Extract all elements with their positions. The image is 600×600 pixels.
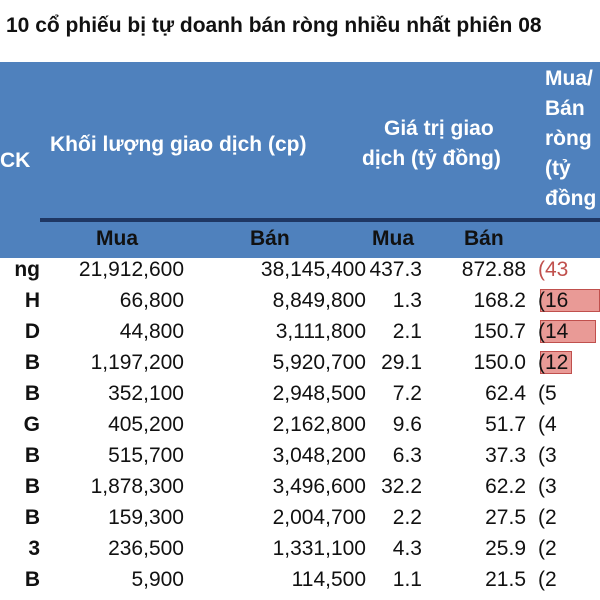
- cell-sell-volume: 3,111,800: [275, 320, 366, 343]
- header-ban-value: Bán: [464, 227, 504, 250]
- cell-buy-value: 9.6: [392, 413, 422, 436]
- cell-buy-volume: 515,700: [108, 444, 184, 467]
- cell-buy-value: 1.1: [392, 568, 422, 591]
- header-mua-ban-rong-5: đồng: [545, 187, 597, 210]
- cell-net-value: (12: [538, 351, 569, 374]
- cell-ma-ck: B: [24, 351, 40, 374]
- cell-sell-value: 21.5: [485, 568, 526, 591]
- cell-net-value: (3: [538, 475, 557, 498]
- cell-ma-ck: ng: [14, 258, 40, 281]
- table-row: [0, 564, 600, 595]
- cell-sell-value: 168.2: [473, 289, 526, 312]
- cell-ma-ck: B: [24, 568, 40, 591]
- cell-buy-value: 29.1: [381, 351, 422, 374]
- cell-ma-ck: 3: [28, 537, 40, 560]
- cell-buy-volume: 44,800: [119, 320, 184, 343]
- header-khoi-luong: Khối lượng giao dịch (cp): [50, 133, 307, 156]
- cell-sell-volume: 8,849,800: [272, 289, 366, 312]
- cell-buy-volume: 1,878,300: [90, 475, 184, 498]
- cell-buy-value: 437.3: [369, 258, 422, 281]
- cell-net-value: (14: [538, 320, 569, 343]
- cell-net-value: (2: [538, 506, 557, 529]
- cell-buy-volume: 352,100: [108, 382, 184, 405]
- cell-sell-value: 25.9: [485, 537, 526, 560]
- cell-sell-volume: 2,004,700: [272, 506, 366, 529]
- cell-buy-volume: 66,800: [119, 289, 184, 312]
- cell-buy-value: 4.3: [392, 537, 422, 560]
- header-mua-ban-rong-2: Bán: [545, 97, 585, 120]
- cell-buy-volume: 405,200: [108, 413, 184, 436]
- cell-ma-ck: B: [24, 382, 40, 405]
- page-title: 10 cổ phiếu bị tự doanh bán ròng nhiều nhất phiên 08: [6, 14, 542, 37]
- cell-net-value: (2: [538, 537, 557, 560]
- cell-buy-volume: 236,500: [108, 537, 184, 560]
- table-header: [0, 62, 600, 258]
- cell-net-value: (5: [538, 382, 557, 405]
- table-row: [0, 502, 600, 533]
- cell-net-value: (4: [538, 413, 557, 436]
- cell-buy-value: 2.1: [392, 320, 422, 343]
- cell-buy-volume: 5,900: [131, 568, 184, 591]
- cell-sell-volume: 114,500: [291, 568, 366, 591]
- header-ma-ck: CK: [0, 149, 31, 172]
- cell-buy-volume: 21,912,600: [78, 258, 184, 281]
- header-mua-ban-rong-3: ròng: [545, 127, 592, 150]
- cell-ma-ck: G: [23, 413, 40, 436]
- cell-buy-value: 6.3: [392, 444, 422, 467]
- cell-sell-value: 37.3: [485, 444, 526, 467]
- cell-sell-volume: 2,162,800: [272, 413, 366, 436]
- cell-sell-value: 62.2: [485, 475, 526, 498]
- header-divider: [40, 218, 600, 222]
- cell-ma-ck: B: [24, 475, 40, 498]
- cell-ma-ck: B: [24, 444, 40, 467]
- cell-net-value: (2: [538, 568, 557, 591]
- table-row: [0, 471, 600, 502]
- header-mua-volume: Mua: [96, 227, 138, 250]
- table-row: [0, 409, 600, 440]
- cell-sell-value: 150.0: [473, 351, 526, 374]
- header-gia-tri-line1: Giá trị giao: [384, 117, 494, 140]
- cell-buy-value: 1.3: [392, 289, 422, 312]
- cell-sell-volume: 5,920,700: [272, 351, 366, 374]
- cell-buy-volume: 1,197,200: [90, 351, 184, 374]
- table-row: [0, 254, 600, 285]
- cell-sell-value: 51.7: [485, 413, 526, 436]
- cell-sell-value: 62.4: [485, 382, 526, 405]
- cell-sell-volume: 2,948,500: [272, 382, 366, 405]
- cell-sell-volume: 3,496,600: [272, 475, 366, 498]
- cell-sell-volume: 1,331,100: [272, 537, 366, 560]
- table-row: [0, 316, 600, 347]
- table-row: [0, 440, 600, 471]
- table-row: [0, 347, 600, 378]
- cell-buy-value: 7.2: [392, 382, 422, 405]
- cell-net-value: (16: [538, 289, 569, 312]
- cell-sell-value: 872.88: [461, 258, 526, 281]
- cell-sell-volume: 38,145,400: [260, 258, 366, 281]
- cell-net-value: (3: [538, 444, 557, 467]
- cell-buy-value: 2.2: [392, 506, 422, 529]
- cell-sell-value: 150.7: [473, 320, 526, 343]
- table-row: [0, 378, 600, 409]
- cell-ma-ck: D: [24, 320, 40, 343]
- cell-net-value: (43: [538, 258, 569, 281]
- cell-sell-volume: 3,048,200: [272, 444, 366, 467]
- table-row: [0, 533, 600, 564]
- cell-buy-volume: 159,300: [108, 506, 184, 529]
- header-gia-tri-line2: dịch (tỷ đồng): [362, 147, 501, 170]
- cell-buy-value: 32.2: [381, 475, 422, 498]
- header-mua-ban-rong-4: (tỷ: [545, 157, 571, 180]
- cell-ma-ck: B: [24, 506, 40, 529]
- cell-sell-value: 27.5: [485, 506, 526, 529]
- cell-ma-ck: H: [24, 289, 40, 312]
- header-mua-value: Mua: [372, 227, 414, 250]
- table-row: [0, 285, 600, 316]
- header-mua-ban-rong-1: Mua/: [545, 67, 593, 90]
- header-ban-volume: Bán: [250, 227, 290, 250]
